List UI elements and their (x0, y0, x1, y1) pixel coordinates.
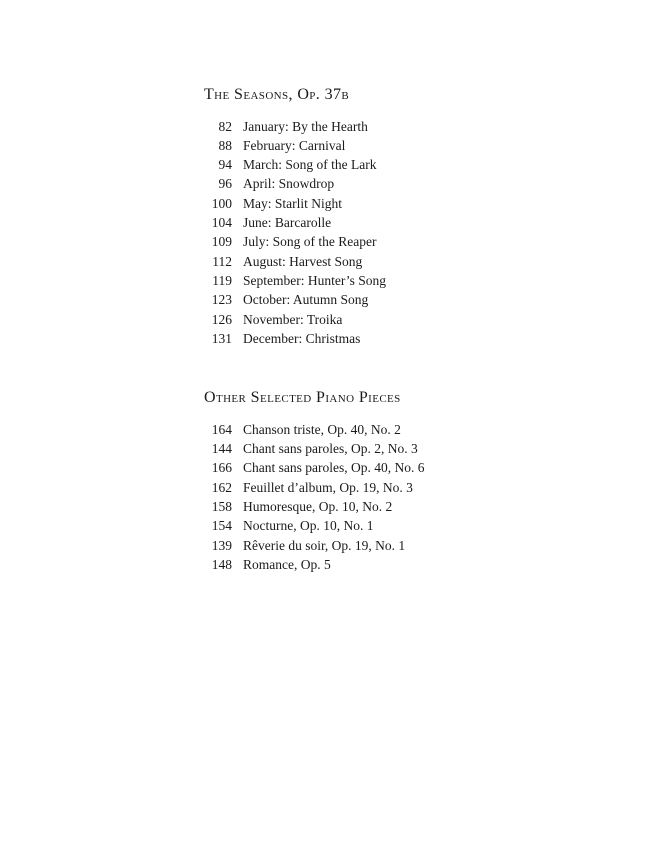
toc-entry (204, 155, 604, 174)
entry-page-number: 144 (211, 441, 232, 457)
toc-entry (204, 478, 604, 497)
toc-entry (204, 290, 604, 309)
toc-entry (204, 252, 604, 271)
entry-page-number: 112 (212, 253, 232, 269)
entry-title: March: Song of the Lark (243, 157, 377, 173)
toc-entry (204, 271, 604, 290)
toc-entry (204, 458, 604, 477)
entry-page-number: 158 (211, 498, 232, 514)
entry-page-number: 164 (211, 421, 232, 437)
section-heading: Other Selected Piano Pieces (204, 389, 401, 407)
section-entries (204, 420, 604, 574)
entry-page-number: 82 (218, 118, 232, 134)
entry-title: Humoresque, Op. 10, No. 2 (243, 498, 393, 514)
toc-entry (204, 536, 604, 555)
entry-page-number: 94 (218, 157, 232, 173)
entry-title: Rêverie du soir, Op. 19, No. 1 (243, 537, 406, 553)
entry-page-number: 139 (211, 537, 232, 553)
entry-title: Chant sans paroles, Op. 2, No. 3 (243, 441, 418, 457)
entry-title: July: Song of the Reaper (243, 234, 377, 250)
entry-page-number: 88 (218, 137, 232, 153)
toc-section (204, 86, 604, 348)
toc-entry (204, 174, 604, 193)
toc-content (204, 86, 604, 574)
toc-entry (204, 329, 604, 348)
toc-section (204, 389, 604, 574)
entry-page-number: 100 (211, 195, 232, 211)
toc-entry (204, 516, 604, 535)
entry-page-number: 109 (211, 234, 232, 250)
entry-page-number: 131 (211, 330, 232, 346)
entry-page-number: 119 (212, 272, 232, 288)
entry-page-number: 126 (211, 311, 232, 327)
toc-entry (204, 310, 604, 329)
entry-title: Feuillet d’album, Op. 19, No. 3 (243, 479, 413, 495)
entry-page-number: 154 (211, 518, 232, 534)
entry-title: June: Barcarolle (243, 215, 332, 231)
entry-title: Nocturne, Op. 10, No. 1 (243, 518, 374, 534)
entry-page-number: 166 (211, 460, 232, 476)
entry-title: Chanson triste, Op. 40, No. 2 (243, 421, 401, 437)
entry-title: September: Hunter’s Song (243, 272, 386, 288)
toc-entry (204, 213, 604, 232)
entry-title: February: Carnival (243, 137, 346, 153)
toc-entry (204, 439, 604, 458)
entry-title: December: Christmas (243, 330, 361, 346)
entry-page-number: 96 (218, 176, 232, 192)
toc-entry (204, 194, 604, 213)
toc-entry (204, 117, 604, 136)
toc-entry (204, 497, 604, 516)
entry-title: April: Snowdrop (243, 176, 335, 192)
toc-entry (204, 420, 604, 439)
entry-title: Chant sans paroles, Op. 40, No. 6 (243, 460, 425, 476)
entry-page-number: 104 (211, 215, 232, 231)
entry-title: May: Starlit Night (243, 195, 342, 211)
section-entries (204, 117, 604, 349)
toc-entry (204, 232, 604, 251)
toc-entry (204, 555, 604, 574)
entry-title: January: By the Hearth (243, 118, 368, 134)
entry-title: November: Troika (243, 311, 343, 327)
toc-entry (204, 136, 604, 155)
entry-page-number: 123 (211, 292, 232, 308)
section-heading: The Seasons, Op. 37b (204, 86, 350, 103)
entry-page-number: 148 (211, 556, 232, 572)
entry-title: October: Autumn Song (243, 292, 369, 308)
entry-title: August: Harvest Song (243, 253, 363, 269)
entry-title: Romance, Op. 5 (243, 556, 331, 572)
entry-page-number: 162 (211, 479, 232, 495)
